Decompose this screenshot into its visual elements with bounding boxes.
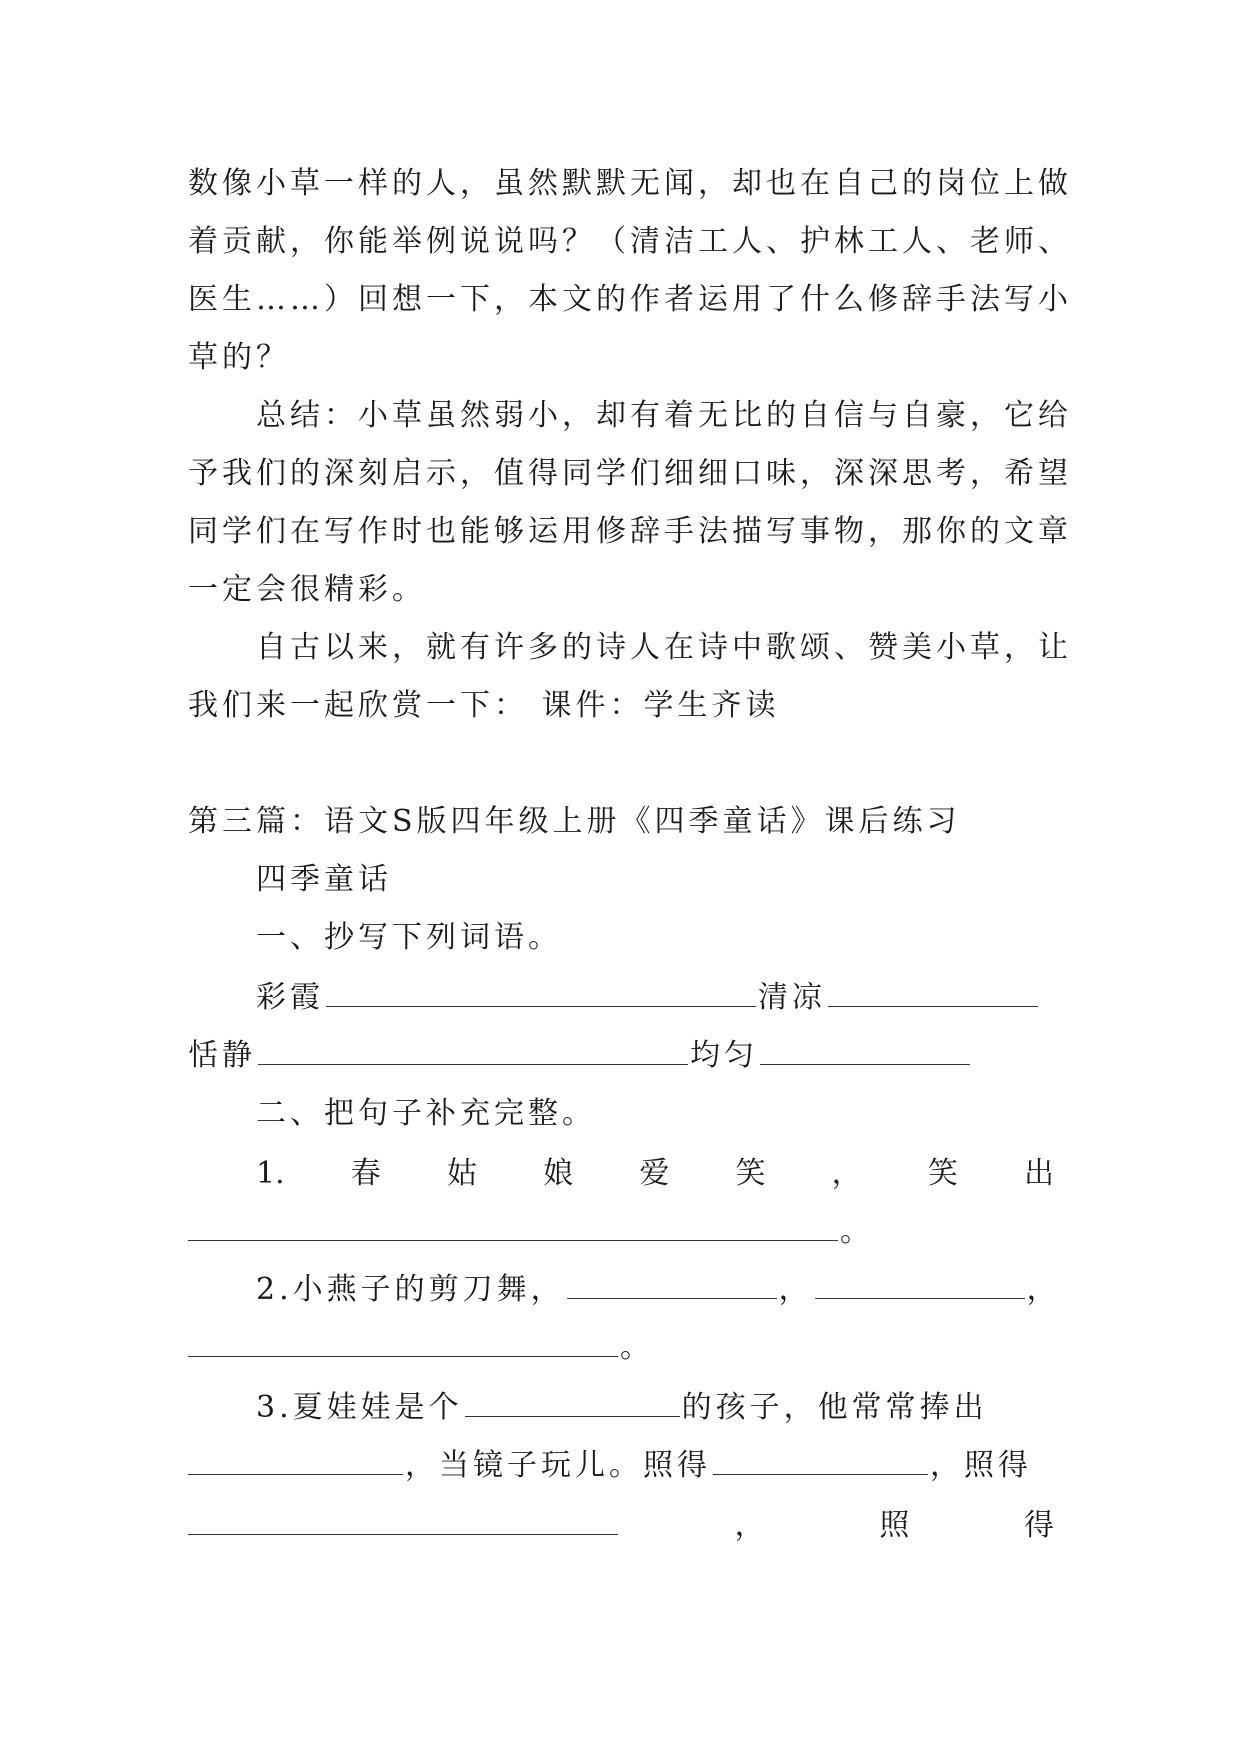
text-line: 一定会很精彩。 bbox=[188, 572, 426, 607]
item-char: 笑 bbox=[927, 1156, 958, 1191]
word-label: 彩霞 bbox=[256, 980, 324, 1015]
text-line: 我们来一起欣赏一下： 课件：学生齐读 bbox=[188, 688, 780, 723]
answer-blank[interactable] bbox=[188, 1504, 618, 1535]
item-char: 出 bbox=[1024, 1156, 1054, 1191]
item-3-line-2 bbox=[188, 1442, 1054, 1490]
answer-blank[interactable] bbox=[188, 1210, 838, 1241]
answer-blank[interactable] bbox=[760, 1034, 970, 1065]
text-line: 着贡献，你能举例说说吗？（清洁工人、护林工人、老师、 bbox=[188, 224, 1072, 259]
word-label: 均匀 bbox=[690, 1038, 758, 1073]
item-char: 姑 bbox=[446, 1156, 477, 1191]
item-char: 1. bbox=[256, 1156, 285, 1191]
exercise-title: 四季童话 bbox=[256, 862, 392, 897]
answer-blank[interactable] bbox=[567, 1268, 777, 1299]
text-line: 医生……）回想一下，本文的作者运用了什么修辞手法写小 bbox=[188, 282, 1072, 317]
item-2-answer-line bbox=[188, 1324, 1054, 1372]
text-line: 总结：小草虽然弱小，却有着无比的自信与自豪，它给 bbox=[256, 398, 1072, 433]
text-line: 自古以来，就有许多的诗人在诗中歌颂、赞美小草，让 bbox=[256, 630, 1072, 665]
word-label: 清凉 bbox=[758, 980, 826, 1015]
comma: ， bbox=[1026, 1272, 1061, 1307]
item-char: 爱 bbox=[639, 1156, 670, 1191]
item-char: 笑 bbox=[735, 1156, 766, 1191]
item-1-answer-line bbox=[188, 1208, 1054, 1256]
item-char: 得 bbox=[1023, 1508, 1054, 1543]
item-3-line-3 bbox=[188, 1502, 1054, 1550]
item-text: 2.小燕子的剪刀舞， bbox=[256, 1272, 565, 1307]
item-char: ， bbox=[831, 1156, 862, 1191]
answer-blank[interactable] bbox=[326, 976, 756, 1007]
answer-blank[interactable] bbox=[815, 1268, 1025, 1299]
text-line: 草的？ bbox=[188, 340, 290, 375]
item-char: 春 bbox=[350, 1156, 381, 1191]
item-3-line bbox=[256, 1384, 1054, 1432]
item-text: ，照得 bbox=[930, 1448, 1032, 1483]
text-line: 同学们在写作时也能够运用修辞手法描写事物，那你的文章 bbox=[188, 514, 1072, 549]
item-text: 的孩子，他常常捧出 bbox=[681, 1390, 988, 1425]
answer-blank[interactable] bbox=[465, 1386, 680, 1417]
item-text: ，当镜子玩儿。照得 bbox=[405, 1448, 711, 1483]
comma: ， bbox=[778, 1272, 813, 1307]
period: 。 bbox=[620, 1330, 654, 1365]
section-title: 第三篇：语文S版四年级上册《四季童话》课后练习 bbox=[188, 804, 961, 839]
item-char: 照 bbox=[879, 1508, 910, 1543]
answer-blank[interactable] bbox=[188, 1444, 403, 1475]
question-1-heading: 一、抄写下列词语。 bbox=[256, 920, 562, 955]
item-char: 娘 bbox=[543, 1156, 574, 1191]
period: 。 bbox=[840, 1214, 874, 1249]
answer-blank[interactable] bbox=[713, 1444, 928, 1475]
answer-blank[interactable] bbox=[258, 1034, 688, 1065]
comma: ， bbox=[734, 1508, 765, 1543]
text-line: 数像小草一样的人，虽然默默无闻，却也在自己的岗位上做 bbox=[188, 166, 1072, 201]
item-1-line bbox=[256, 1150, 1054, 1198]
word-row-2 bbox=[188, 1032, 1054, 1080]
item-text: 3.夏娃娃是个 bbox=[256, 1390, 463, 1425]
answer-blank[interactable] bbox=[828, 976, 1038, 1007]
word-row-1 bbox=[256, 974, 1054, 1022]
word-label: 恬静 bbox=[188, 1038, 256, 1073]
item-2-line bbox=[256, 1266, 1061, 1314]
question-2-heading: 二、把句子补充完整。 bbox=[256, 1096, 596, 1131]
answer-blank[interactable] bbox=[188, 1326, 618, 1357]
text-line: 予我们的深刻启示，值得同学们细细口味，深深思考，希望 bbox=[188, 456, 1072, 491]
